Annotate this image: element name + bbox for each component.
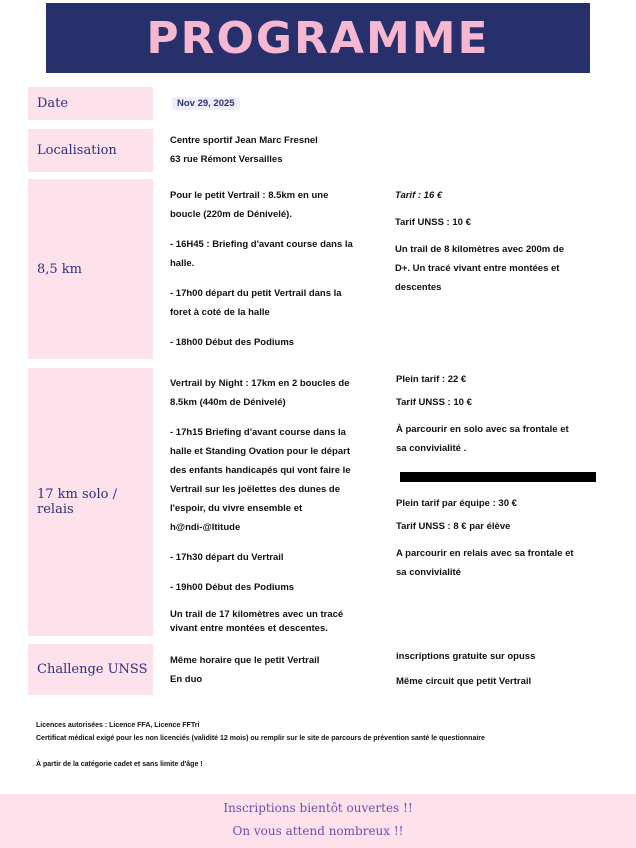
licence-note: Licences autorisées : Licence FFA, Licence FFTri [36, 722, 200, 729]
row-17km-pricing [396, 370, 569, 458]
description-line: Un trail de 8 kilomètres avec 200m de [395, 244, 564, 255]
footer-banner [0, 794, 636, 848]
detail-line: - 18h00 Début des Podiums [170, 337, 295, 348]
row-8-5km-pricing [395, 186, 564, 297]
challenge-unss-label: Challenge UNSS [28, 644, 153, 695]
detail-line: h@ndi-@ltitude [170, 522, 241, 533]
challenge-unss-info [396, 647, 535, 691]
detail-line: - 17h15 Briefing d'avant course dans la [170, 427, 346, 438]
description-line: descentes [395, 282, 442, 293]
row-17km-label: 17 km solo / relais [28, 368, 153, 636]
detail-line: En duo [170, 674, 203, 685]
address-line: 63 rue Rémont Versailles [170, 154, 283, 165]
date-label: Date [28, 87, 153, 120]
title-banner [46, 3, 590, 73]
detail-line: halle. [170, 258, 195, 269]
price-line: Plein tarif : 22 € [396, 374, 467, 385]
price-line: Tarif UNSS : 10 € [395, 217, 471, 228]
price-line: Plein tarif par équipe : 30 € [396, 498, 517, 509]
footer-line-registrations: Inscriptions bientôt ouvertes !! [223, 801, 413, 815]
detail-line: 8.5km (440m de Dénivelé) [170, 397, 286, 408]
detail-line: foret à coté de la halle [170, 307, 270, 318]
detail-line: - 19h00 Début des Podiums [170, 582, 295, 593]
age-note: À partir de la catégorie cadet et sans limite d'âge ! [36, 761, 203, 768]
detail-line: vivant entre montées et descentes. [170, 623, 328, 634]
address-line: Centre sportif Jean Marc Fresnel [170, 135, 318, 146]
medical-note: Certificat médical exigé pour les non licenciés (validité 12 mois) ou remplir sur le site de parcours de prévention santé le questionnaire [36, 735, 485, 742]
localisation-label: Localisation [28, 129, 153, 172]
description-line: sa convivialité [396, 567, 461, 578]
footer-line-welcome: On vous attend nombreux !! [232, 824, 404, 838]
detail-line: Vertrail sur les joëlettes des dunes de [170, 484, 341, 495]
info-line: Même circuit que petit Vertrail [396, 676, 532, 687]
description-line: A parcourir en relais avec sa frontale et [396, 548, 574, 559]
row-17km-relay-pricing [396, 494, 574, 582]
description-line: D+. Un tracé vivant entre montées et [395, 263, 560, 274]
challenge-unss-details [170, 651, 319, 689]
detail-line: des enfants handicapés qui vont faire le [170, 465, 351, 476]
detail-line: - 16H45 : Briefing d'avant course dans la [170, 239, 353, 250]
price-line: Tarif UNSS : 10 € [396, 397, 472, 408]
detail-line: Même horaire que le petit Vertrail [170, 655, 320, 666]
detail-line: - 17h00 départ du petit Vertrail dans la [170, 288, 342, 299]
row-17km-details [170, 374, 351, 636]
price-line: Tarif UNSS : 8 € par élève [396, 521, 511, 532]
detail-line: halle et Standing Ovation pour le départ [170, 446, 350, 457]
detail-line: Vertrail by Night : 17km en 2 boucles de [170, 378, 350, 389]
info-line: inscriptions gratuite sur opuss [396, 651, 536, 662]
detail-line: - 17h30 départ du Vertrail [170, 552, 284, 563]
price-line: Tarif : 16 € [395, 190, 443, 201]
detail-line: l'espoir, du vivre ensemble et [170, 503, 303, 514]
page-title: PROGRAMME [146, 12, 490, 64]
detail-line: Pour le petit Vertrail : 8.5km en une [170, 190, 329, 201]
detail-line: Un trail de 17 kilomètres avec un tracé [170, 609, 344, 620]
date-value: Nov 29, 2025 [172, 97, 240, 110]
redaction-bar [400, 472, 596, 482]
localisation-address [170, 131, 318, 169]
row-8-5km-details [170, 186, 353, 352]
description-line: sa convivialité . [396, 443, 467, 454]
detail-line: boucle (220m de Dénivelé). [170, 209, 292, 220]
row-8-5km-label: 8,5 km [28, 179, 153, 359]
description-line: À parcourir en solo avec sa frontale et [396, 424, 569, 435]
